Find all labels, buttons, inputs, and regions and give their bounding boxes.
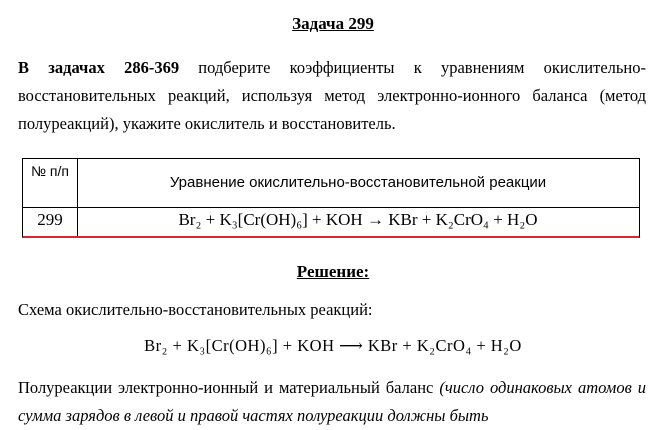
task-title: Задача 299 [292,14,374,33]
solution-title: Решение: [296,262,370,281]
half-reactions-note: (число одинаковых атомов и сумма зарядов в левой и правой частях полуреакции должны быть [18,378,646,425]
half-reactions-text: Полуреакции электронно-ионный и материальный баланс [18,378,440,397]
half-reactions-paragraph [18,374,646,430]
reaction-table [22,158,640,238]
scheme-label: Схема окислительно-восстановительных реакций: [18,300,373,319]
table-cell-equation: Br₂ + K₃[Cr(OH)₆] + KOH → KBr + K₂CrO₄ + H₂O [178,210,538,229]
scheme-equation: Br₂ + K₃[Cr(OH)₆] + KOH ⟶ KBr + K₂CrO₄ + H₂O [144,336,522,355]
task-description [18,54,646,138]
task-range: В задачах 286-369 [18,58,180,77]
table-row-divider [23,207,639,208]
task-instructions: подберите коэффициенты к уравнениям окислительно-восстановительных реакций, используя метод электронно-ионного баланса (метод полуреакций), укажите окислитель и восстановитель. [18,58,646,133]
table-cell-number: 299 [37,210,63,229]
table-header-equation: Уравнение окислительно-восстановительной реакции [169,174,547,191]
table-header-number: № п/п [31,163,69,179]
